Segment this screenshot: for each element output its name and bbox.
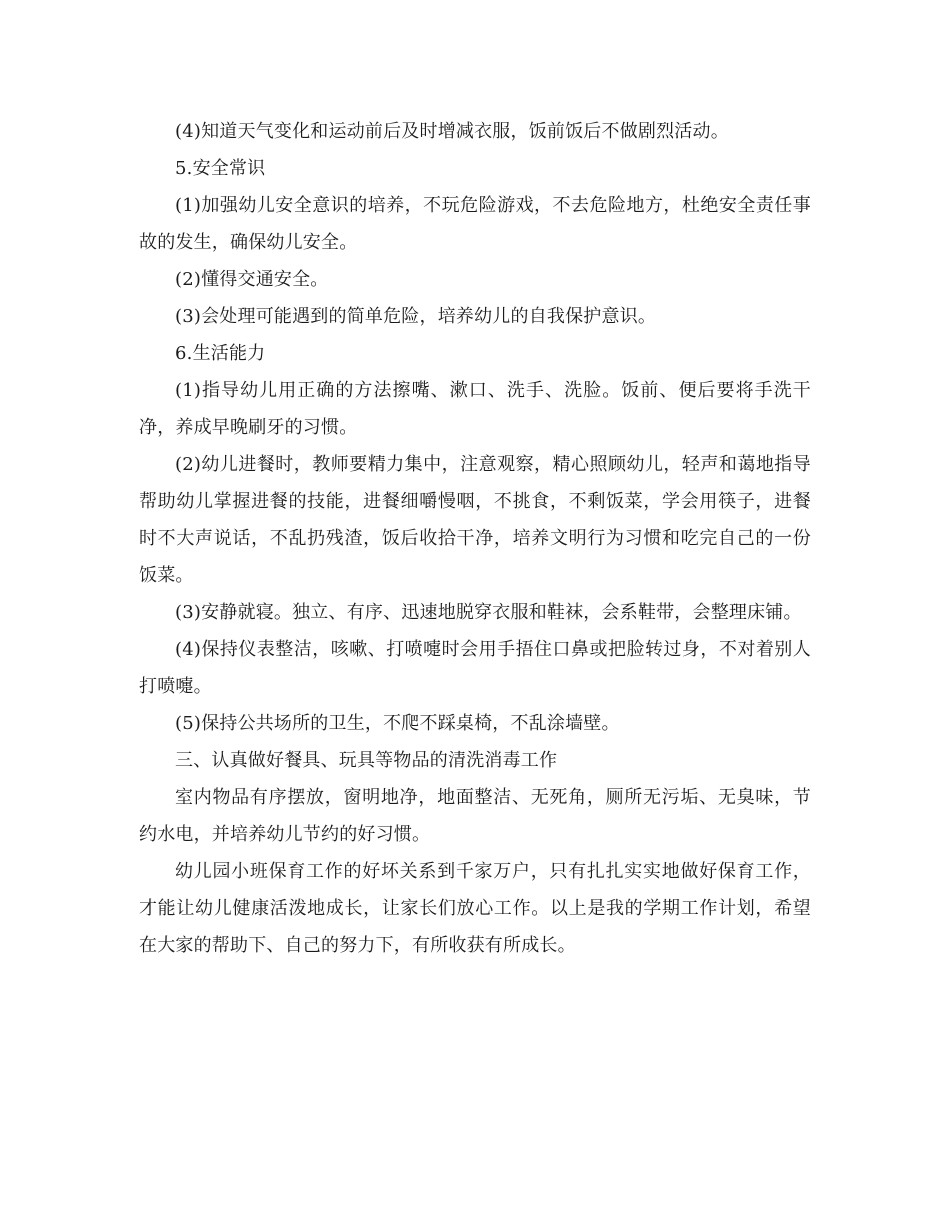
- paragraph-washing-habits: (1)指导幼儿用正确的方法擦嘴、漱口、洗手、洗脸。饭前、便后要将手洗干净，养成早晚刷牙的习惯。: [139, 380, 811, 438]
- paragraph-meal-time: (2)幼儿进餐时，教师要精力集中，注意观察，精心照顾幼儿，轻声和蔼地指导帮助幼儿掌握进餐的技能，进餐细嚼慢咽，不挑食，不剩饭菜，学会用筷子，进餐时不大声说话，不乱扔残渣，饭后收拾干净，培养文明行为习惯和吃完自己的一份饭菜。: [139, 454, 811, 586]
- heading-disinfection: 三、认真做好餐具、玩具等物品的清洗消毒工作: [175, 750, 558, 771]
- paragraph-safety-awareness: (1)加强幼儿安全意识的培养，不玩危险游戏，不去危险地方，杜绝安全责任事故的发生，确保幼儿安全。: [139, 195, 811, 253]
- document-body: [139, 113, 811, 964]
- paragraph-public-hygiene: (5)保持公共场所的卫生，不爬不踩桌椅，不乱涂墙壁。: [175, 713, 620, 734]
- heading-life-skills: 6.生活能力: [175, 343, 266, 364]
- paragraph-traffic-safety: (2)懂得交通安全。: [175, 269, 329, 290]
- paragraph-weather-clothing: (4)知道天气变化和运动前后及时增减衣服，饭前饭后不做剧烈活动。: [175, 121, 729, 142]
- paragraph-indoor-order: 室内物品有序摆放，窗明地净，地面整洁、无死角，厕所无污垢、无臭味，节约水电，并培养幼儿节约的好习惯。: [139, 787, 811, 845]
- paragraph-conclusion: 幼儿园小班保育工作的好坏关系到千家万户，只有扎扎实实地做好保育工作，才能让幼儿健康活泼地成长，让家长们放心工作。以上是我的学期工作计划，希望在大家的帮助下、自己的努力下，有所收获有所成长。: [139, 861, 811, 956]
- paragraph-sleep: (3)安静就寝。独立、有序、迅速地脱穿衣服和鞋袜，会系鞋带，会整理床铺。: [175, 602, 802, 623]
- paragraph-appearance: (4)保持仪表整洁，咳嗽、打喷嚏时会用手捂住口鼻或把脸转过身，不对着别人打喷嚏。: [139, 639, 811, 697]
- paragraph-handle-danger: (3)会处理可能遇到的简单危险，培养幼儿的自我保护意识。: [175, 306, 657, 327]
- heading-safety-knowledge: 5.安全常识: [175, 158, 266, 179]
